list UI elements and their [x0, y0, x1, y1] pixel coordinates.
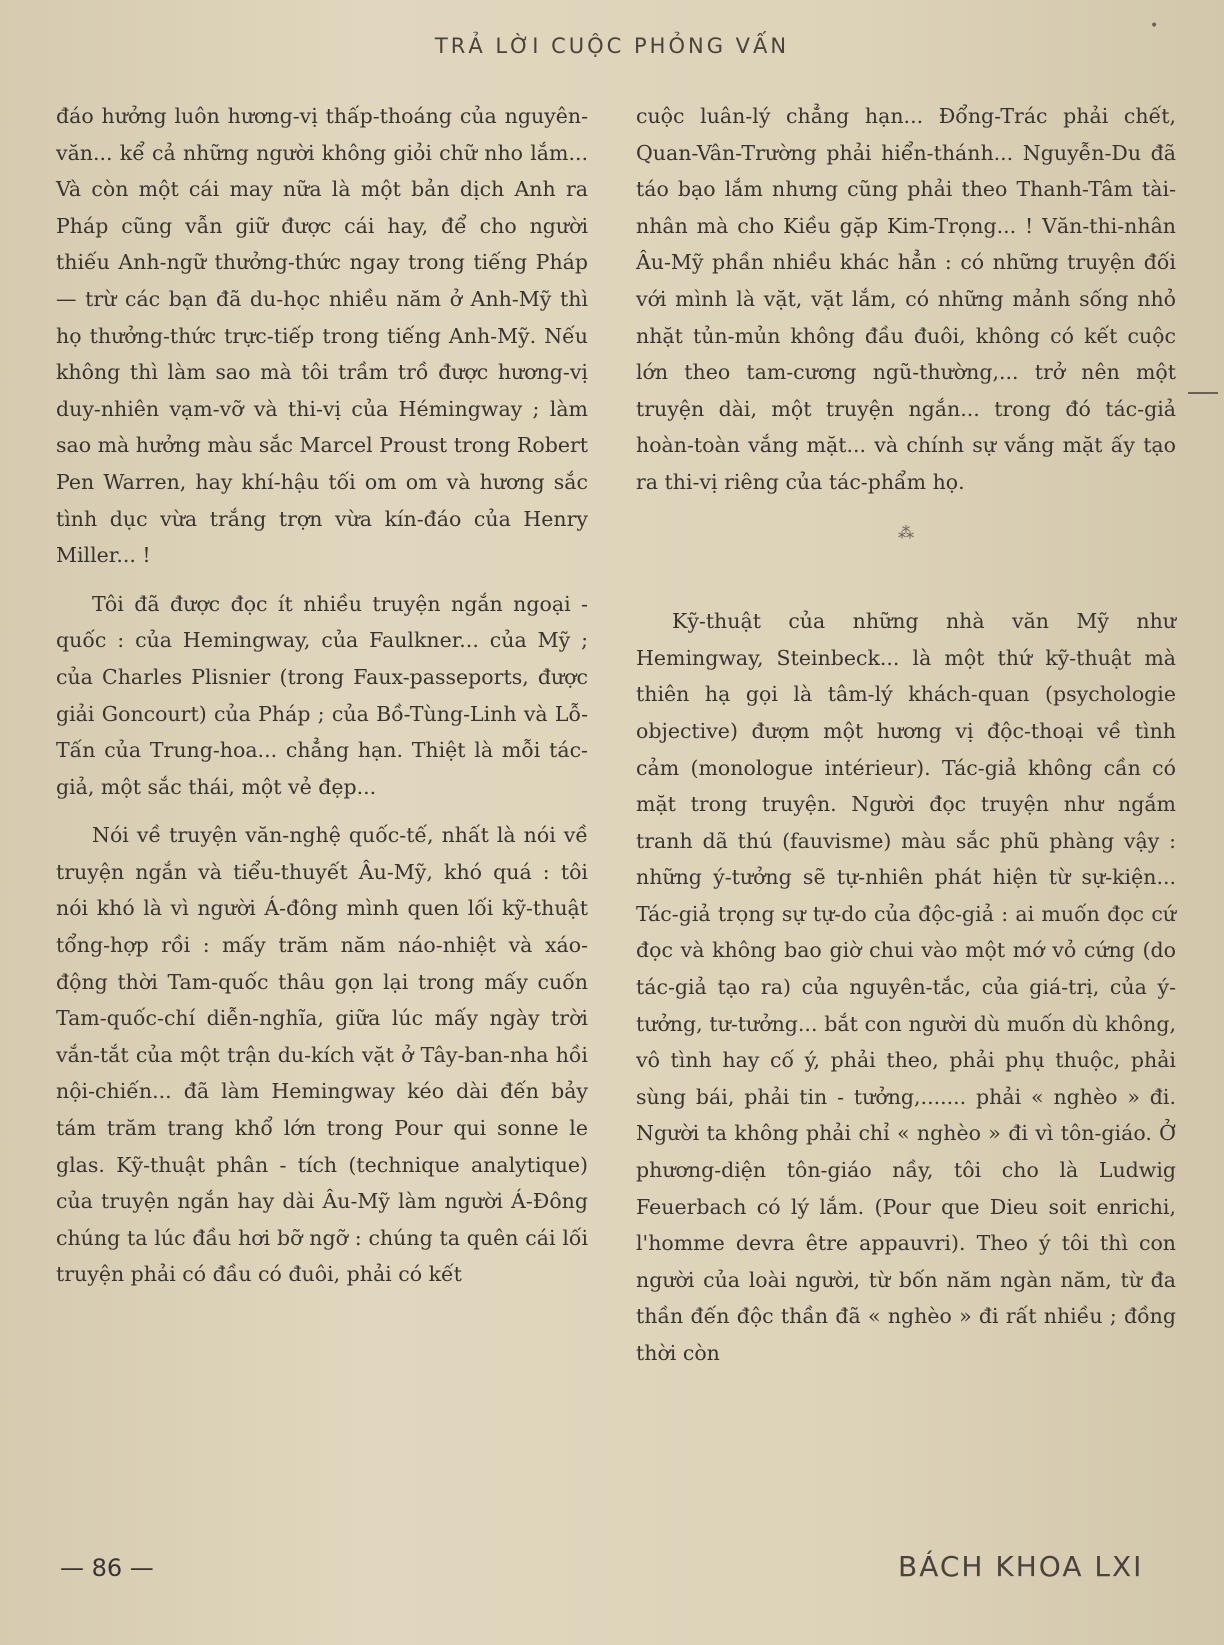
right-paragraph-1: cuộc luân-lý chẳng hạn... Đổng-Trác phải chết, Quan-Vân-Trường phải hiển-thánh... Nguyễn-Du đã táo bạo lắm nhưng cũng phải theo Thanh-Tâm tài-nhân mà cho Kiều gặp Kim-Trọng... ! Văn-thi-nhân Âu-Mỹ phần nhiều khác hẳn : có những truyện đối với mình là vặt, vặt lắm, có những mảnh sống nhỏ nhặt tủn-mủn không đầu đuôi, không có kết cuộc lớn theo tam-cương ngũ-thường,... trở nên một truyện dài, một truyện ngắn... trong đó tác-giả hoàn-toàn vắng mặt... và chính sự vắng mặt ấy tạo ra thi-vị riêng của tác-phẩm họ.: [636, 104, 1176, 494]
corner-mark: •: [1150, 18, 1159, 34]
running-title: TRẢ LỜI CUỘC PHỎNG VẤN: [434, 34, 790, 58]
section-separator: ⁂: [898, 522, 914, 542]
page-number: — 86 —: [60, 1554, 154, 1582]
left-paragraph-3: Nói về truyện văn-nghệ quốc-tế, nhất là nói về truyện ngắn và tiểu-thuyết Âu-Mỹ, khó quá : tôi nói khó là vì người Á-đông mình quen lối kỹ-thuật tổng-hợp rồi : mấy trăm năm náo-nhiệt và xáo-động thời Tam-quốc thâu gọn lại trong mấy cuốn Tam-quốc-chí diễn-nghĩa, giữa lúc mấy ngày trời vắn-tắt của một trận du-kích vặt ở Tây-ban-nha hồi nội-chiến... đã làm Hemingway kéo dài đến bảy tám trăm trang khổ lớn trong Pour qui sonne le glas. Kỹ-thuật phân - tích (technique analytique) của truyện ngắn hay dài Âu-Mỹ làm người Á-Đông chúng ta lúc đầu hơi bỡ ngỡ : chúng ta quên cái lối truyện phải có đầu có đuôi, phải có kết: [56, 823, 588, 1287]
left-column: [56, 98, 588, 1293]
right-paragraph-2: Kỹ-thuật của những nhà văn Mỹ như Hemingway, Steinbeck... là một thứ kỹ-thuật mà thiên hạ gọi là tâm-lý khách-quan (psychologie objective) đượm một hương vị độc-thoại về tình cảm (monologue intérieur). Tác-giả không cần có mặt trong truyện. Người đọc truyện như ngắm tranh dã thú (fauvisme) màu sắc phũ phàng vậy : những ý-tưởng sẽ tự-nhiên phát hiện từ sự-kiện... Tác-giả trọng sự tự-do của độc-giả : ai muốn đọc cứ đọc và không bao giờ chui vào một mớ vỏ cứng (do tác-giả tạo ra) của nguyên-tắc, của giá-trị, của ý-tưởng, tư-tưởng... bắt con người dù muốn dù không, vô tình hay cố ý, phải theo, phải phụ thuộc, phải sùng bái, phải tin - tưởng,....... phải « nghèo » đi. Người ta không phải chỉ « nghèo » đi vì tôn-giáo. Ở phương-diện tôn-giáo nầy, tôi cho là Ludwig Feuerbach có lý lắm. (Pour que Dieu soit enrichi, l'homme devra être appauvri). Theo ý tôi thì con người của loài người, từ bốn năm ngàn năm, từ đa thần đến độc thần đã « nghèo » đi rất nhiều ; đồng thời còn: [636, 609, 1176, 1365]
magazine-name: BÁCH KHOA LXI: [898, 1550, 1144, 1583]
right-column: [636, 98, 1176, 1372]
left-paragraph-2: Tôi đã được đọc ít nhiều truyện ngắn ngoại - quốc : của Hemingway, của Faulkner... của Mỹ ; của Charles Plisnier (trong Faux-passeports, được giải Goncourt) của Pháp ; của Bồ-Tùng-Linh và Lỗ-Tấn của Trung-hoa... chẳng hạn. Thiệt là mỗi tác-giả, một sắc thái, một vẻ đẹp...: [56, 591, 588, 799]
left-paragraph-1: đáo hưởng luôn hương-vị thấp-thoáng của nguyên-văn... kể cả những người không giỏi chữ nho lắm... Và còn một cái may nữa là một bản dịch Anh ra Pháp cũng vẫn giữ được cái hay, để cho người thiếu Anh-ngữ thưởng-thức ngay trong tiếng Pháp — trừ các bạn đã du-học nhiều năm ở Anh-Mỹ thì họ thưởng-thức trực-tiếp trong tiếng Anh-Mỹ. Nếu không thì làm sao mà tôi trầm trồ được hương-vị duy-nhiên vạm-vỡ và thi-vị của Hémingway ; làm sao mà hưởng màu sắc Marcel Proust trong Robert Pen Warren, hay khí-hậu tối om om và hương sắc tình dục vừa trắng trợn vừa kín-đáo của Henry Miller... !: [56, 104, 588, 568]
edge-mark: [1188, 392, 1218, 394]
